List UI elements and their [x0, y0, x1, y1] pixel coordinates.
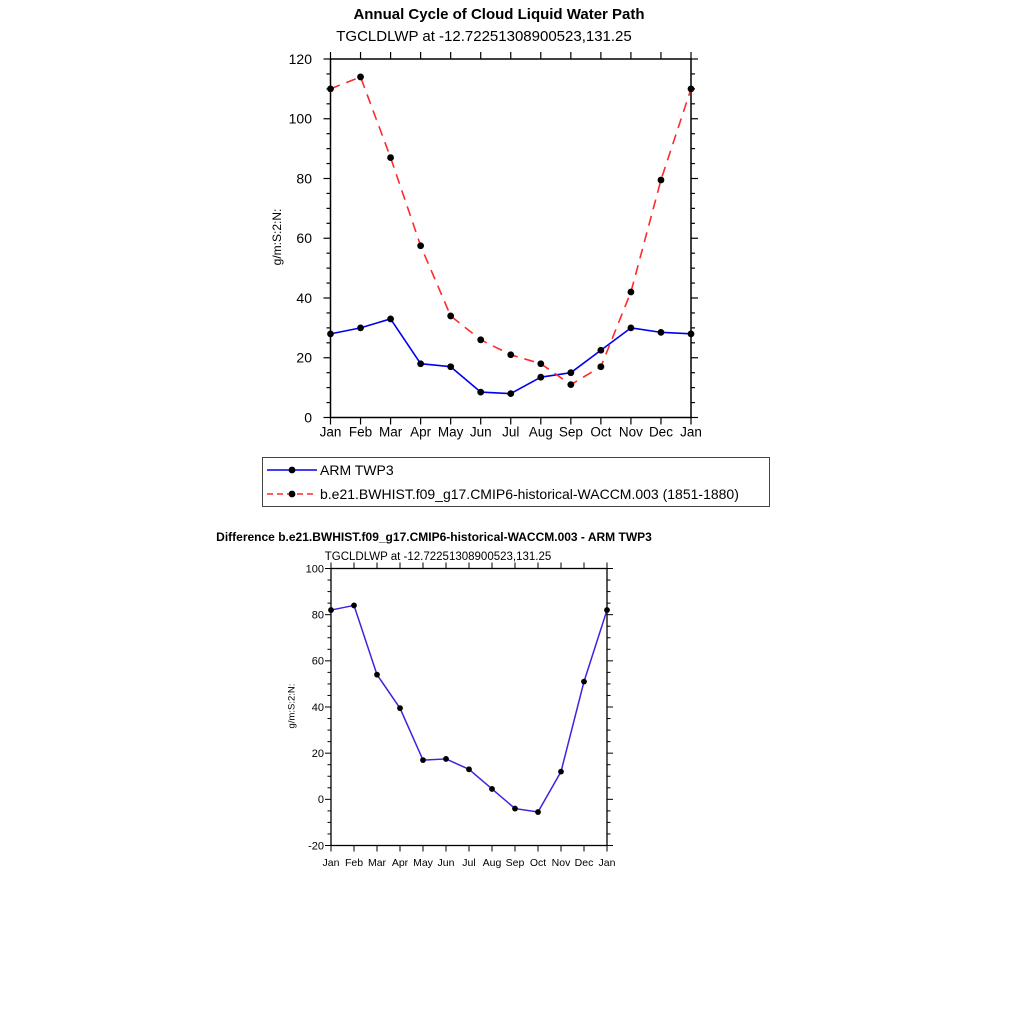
series-line-0-1 — [331, 77, 692, 385]
x-tick-label: Dec — [574, 857, 594, 869]
x-tick-label: May — [437, 424, 464, 440]
data-point-marker — [581, 679, 587, 685]
data-point-marker — [387, 316, 394, 323]
y-tick-label: 60 — [311, 655, 324, 668]
data-point-marker — [628, 324, 635, 331]
x-tick-label: May — [413, 857, 433, 869]
data-point-marker — [507, 390, 514, 397]
data-point-marker — [537, 374, 544, 381]
legend-dashed-line-icon — [266, 487, 318, 501]
y-tick-label: 120 — [288, 50, 312, 67]
x-tick-label: Aug — [528, 424, 553, 440]
x-tick-label: Jul — [502, 424, 520, 440]
bottom-plot-frame — [331, 569, 607, 846]
data-point-marker — [387, 154, 394, 161]
data-point-marker — [397, 705, 403, 711]
x-tick-label: Sep — [558, 424, 583, 440]
data-point-marker — [374, 672, 380, 678]
data-point-marker — [597, 363, 604, 370]
data-point-marker — [512, 806, 518, 812]
x-tick-label: Oct — [529, 857, 547, 869]
data-point-marker — [351, 603, 357, 609]
bottom-y-axis-label: g/m:S:2:N: — [286, 683, 298, 729]
data-point-marker — [537, 360, 544, 367]
data-point-marker — [328, 607, 334, 613]
legend-item-model — [266, 486, 769, 502]
y-tick-label: 20 — [296, 349, 312, 366]
y-tick-label: 40 — [311, 701, 324, 714]
x-tick-label: Apr — [391, 857, 409, 869]
y-tick-label: 80 — [296, 170, 312, 187]
y-tick-label: 100 — [288, 110, 312, 127]
data-point-marker — [357, 324, 364, 331]
bottom-chart-subtitle: TGCLDLWP at -12.72251308900523,131.25 — [324, 551, 552, 563]
x-tick-label: Jul — [462, 857, 476, 869]
x-tick-label: Jan — [322, 857, 340, 869]
top-y-axis-label: g/m:S:2:N: — [270, 208, 284, 266]
x-tick-label: Feb — [344, 857, 364, 869]
data-point-marker — [447, 363, 454, 370]
x-tick-label: Jan — [680, 424, 702, 440]
y-tick-label: 80 — [311, 609, 324, 622]
x-tick-label: Aug — [482, 857, 502, 869]
x-tick-label: Jun — [437, 857, 455, 869]
data-point-marker — [688, 330, 695, 337]
y-tick-label: 60 — [296, 230, 312, 247]
x-tick-label: Nov — [618, 424, 643, 440]
data-point-marker — [466, 766, 472, 772]
data-point-marker — [604, 607, 610, 613]
data-point-marker — [443, 756, 449, 762]
top-plot-frame — [331, 59, 692, 418]
y-tick-label: 0 — [304, 409, 312, 426]
y-tick-label: 100 — [305, 563, 324, 576]
data-point-marker — [447, 313, 454, 320]
x-tick-label: Nov — [551, 857, 571, 869]
data-point-marker — [417, 360, 424, 367]
y-tick-label: 0 — [317, 794, 324, 807]
legend-label: b.e21.BWHIST.f09_g17.CMIP6-historical-WACCM.003 (1851-1880) — [320, 486, 739, 502]
x-tick-label: Mar — [367, 857, 387, 869]
data-point-marker — [507, 351, 514, 358]
legend-swatch-marker — [289, 491, 296, 498]
data-point-marker — [535, 809, 541, 815]
x-tick-label: Jan — [319, 424, 342, 440]
data-point-marker — [327, 330, 334, 337]
y-tick-label: 40 — [296, 289, 312, 306]
data-point-marker — [477, 389, 484, 396]
legend-box — [262, 457, 770, 507]
x-tick-label: Jun — [469, 424, 492, 440]
data-point-marker — [420, 757, 426, 763]
legend-solid-line-icon — [266, 463, 318, 477]
top-chart-subtitle: TGCLDLWP at -12.72251308900523,131.25 — [336, 28, 632, 45]
x-tick-label: Apr — [410, 424, 432, 440]
y-tick-label: -20 — [308, 840, 324, 853]
bottom-chart-title: Difference b.e21.BWHIST.f09_g17.CMIP6-historical-WACCM.003 - ARM TWP3 — [216, 530, 652, 544]
x-tick-label: Feb — [348, 424, 373, 440]
data-point-marker — [597, 347, 604, 354]
data-point-marker — [628, 289, 635, 296]
data-point-marker — [567, 369, 574, 376]
legend-item-arm-twp3 — [266, 462, 769, 478]
data-point-marker — [567, 381, 574, 388]
top-chart-title: Annual Cycle of Cloud Liquid Water Path — [353, 6, 645, 23]
data-point-marker — [477, 336, 484, 343]
x-tick-label: Dec — [648, 424, 673, 440]
data-point-marker — [688, 85, 695, 92]
x-tick-label: Sep — [505, 857, 525, 869]
x-tick-label: Jan — [598, 857, 616, 869]
legend-swatch-marker — [289, 467, 296, 474]
y-tick-label: 20 — [311, 748, 324, 761]
data-point-marker — [489, 786, 495, 792]
data-point-marker — [558, 769, 564, 775]
x-tick-label: Oct — [590, 424, 612, 440]
series-line-1-0 — [331, 605, 607, 812]
legend-label: ARM TWP3 — [320, 462, 394, 478]
data-point-marker — [357, 74, 364, 81]
x-tick-label: Mar — [378, 424, 403, 440]
data-point-marker — [658, 177, 665, 184]
data-point-marker — [327, 85, 334, 92]
data-point-marker — [417, 242, 424, 249]
data-point-marker — [658, 329, 665, 336]
